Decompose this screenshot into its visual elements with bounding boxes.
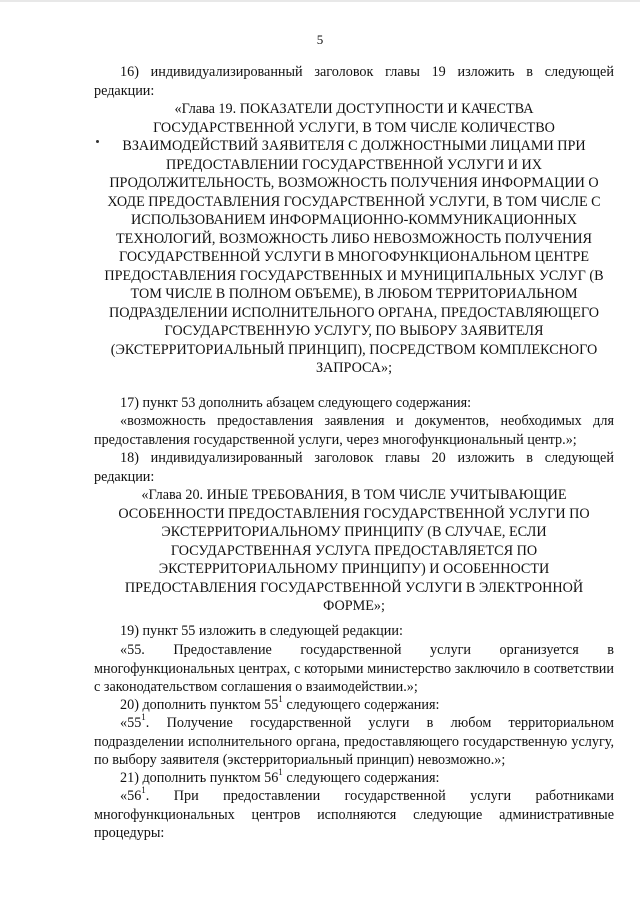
chapter-19-heading-line: ПРЕДОСТАВЛЕНИИ ГОСУДАРСТВЕННОЙ УСЛУГИ И ИХ [165, 156, 543, 173]
item-18-line2: редакции: [94, 468, 155, 485]
chapter-20-heading-line: ЭКСТЕРРИТОРИАЛЬНОМУ ПРИНЦИПУ (В СЛУЧАЕ, ЕСЛИ [161, 524, 547, 540]
item-18 [94, 449, 614, 486]
item-16 [94, 63, 614, 100]
chapter-20-heading-line: ЭКСТЕРРИТОРИАЛЬНОМУ ПРИНЦИПУ) И ОСОБЕННОСТИ [158, 561, 550, 577]
item-20-post: следующего содержания: [282, 697, 440, 713]
chapter-20-heading-line: ГОСУДАРСТВЕННАЯ УСЛУГА ПРЕДОСТАВЛЯЕТСЯ ПО [170, 542, 538, 559]
item-20-quote [94, 714, 614, 770]
item-19: 19) пункт 55 изложить в следующей редакции: [120, 623, 403, 639]
item-21-quote [94, 787, 614, 843]
item-17-quote: «возможность предоставления заявления и документов, необходимых для предоставления государственной услуги, через многофункциональный центр.»; [94, 413, 614, 448]
item-20-quote-post: . Получение государственной услуги в любом территориальном подразделении исполнительного органа, предоставляющего государственную услугу, по выбору заявителя (экстерриториальный принцип) невозможно.»; [94, 715, 614, 768]
item-20 [94, 696, 614, 715]
chapter-19-heading-line: ИСПОЛЬЗОВАНИЕМ ИНФОРМАЦИОННО-КОММУНИКАЦИОННЫХ [131, 212, 577, 228]
chapter-19-heading-line: (ЭКСТЕРРИТОРИАЛЬНЫЙ ПРИНЦИП), ПОСРЕДСТВОМ КОМПЛЕКСНОГО [110, 341, 598, 358]
item-16-line1: 16) индивидуализированный заголовок главы 19 изложить в следующей [120, 64, 614, 80]
item-19-quote: «55. Предоставление государственной услуги организуется в многофункциональных центрах, с которыми министерство заключило в соответствии с законодательством соглашения о взаимодействии.»; [94, 642, 614, 695]
item-21-quote-post: . При предоставлении государственной услуги работниками многофункциональных центров исполняются следующие административные процедуры: [94, 788, 614, 841]
item-20-pre: 20) дополнить пунктом 55 [120, 697, 279, 713]
page-number: 5 [316, 32, 324, 47]
chapter-19-heading-line: ЗАПРОСА»; [315, 360, 393, 376]
chapter-19-heading-line: «Глава 19. ПОКАЗАТЕЛИ ДОСТУПНОСТИ И КАЧЕСТВА [174, 101, 534, 117]
chapter-20-heading-line: «Глава 20. ИНЫЕ ТРЕБОВАНИЯ, В ТОМ ЧИСЛЕ УЧИТЫВАЮЩИЕ [141, 487, 567, 503]
item-20-quote-sup: 1 [141, 712, 146, 723]
item-21-pre: 21) дополнить пунктом 56 [120, 770, 279, 786]
item-16-line2: редакции: [94, 82, 155, 99]
item-21-sup: 1 [278, 767, 283, 778]
chapter-19-heading-line: ТОМ ЧИСЛЕ В ПОЛНОМ ОБЪЕМЕ), В ЛЮБОМ ТЕРРИТОРИАЛЬНОМ [130, 286, 578, 302]
chapter-20-heading [94, 486, 614, 616]
chapter-19-heading-line: ГОСУДАРСТВЕННОЙ УСЛУГИ В МНОГОФУНКЦИОНАЛЬНОМ ЦЕНТРЕ [118, 249, 590, 265]
item-20-quote-pre: «55 [120, 715, 142, 731]
item-17: 17) пункт 53 дополнить абзацем следующего содержания: [120, 395, 472, 411]
item-21-quote-pre: «56 [120, 788, 142, 804]
chapter-19-heading-line: ПОДРАЗДЕЛЕНИИ ИСПОЛНИТЕЛЬНОГО ОРГАНА, ПРЕДОСТАВЛЯЮЩЕГО [109, 304, 599, 321]
item-18-line1: 18) индивидуализированный заголовок главы 20 изложить в следующей [120, 450, 614, 466]
chapter-20-heading-line: ФОРМЕ»; [323, 598, 385, 614]
chapter-19-heading-line: ПРОДОЛЖИТЕЛЬНОСТЬ, ВОЗМОЖНОСТЬ ПОЛУЧЕНИЯ ИНФОРМАЦИИ О [109, 175, 599, 191]
item-21 [94, 769, 614, 788]
chapter-20-heading-line: ПРЕДОСТАВЛЕНИЯ ГОСУДАРСТВЕННОЙ УСЛУГИ В ЭЛЕКТРОННОЙ [124, 579, 584, 596]
chapter-20-heading-line: ОСОБЕННОСТИ ПРЕДОСТАВЛЕНИЯ ГОСУДАРСТВЕННОЙ УСЛУГИ ПО [118, 505, 590, 522]
item-21-quote-sup: 1 [141, 785, 146, 796]
scan-edge [0, 0, 640, 2]
chapter-19-heading [94, 100, 614, 378]
chapter-19-heading-line: ГОСУДАРСТВЕННУЮ УСЛУГУ, ПО ВЫБОРУ ЗАЯВИТЕЛЯ [164, 323, 544, 339]
item-21-post: следующего содержания: [282, 770, 440, 786]
chapter-19-heading-line: ПРЕДОСТАВЛЕНИЯ ГОСУДАРСТВЕННЫХ И МУНИЦИПАЛЬНЫХ УСЛУГ (В [104, 267, 604, 284]
chapter-19-heading-line: ХОДЕ ПРЕДОСТАВЛЕНИЯ ГОСУДАРСТВЕННОЙ УСЛУГИ, В ТОМ ЧИСЛЕ С [107, 193, 601, 210]
item-20-sup: 1 [278, 694, 283, 705]
chapter-19-heading-line: ТЕХНОЛОГИЙ, ВОЗМОЖНОСТЬ ЛИБО НЕВОЗМОЖНОСТЬ ПОЛУЧЕНИЯ [116, 230, 592, 247]
chapter-19-heading-line: ГОСУДАРСТВЕННОЙ УСЛУГИ, В ТОМ ЧИСЛЕ КОЛИЧЕСТВО [153, 119, 555, 136]
chapter-19-heading-line: ВЗАИМОДЕЙСТВИЙ ЗАЯВИТЕЛЯ С ДОЛЖНОСТНЫМИ ЛИЦАМИ ПРИ [122, 138, 586, 154]
